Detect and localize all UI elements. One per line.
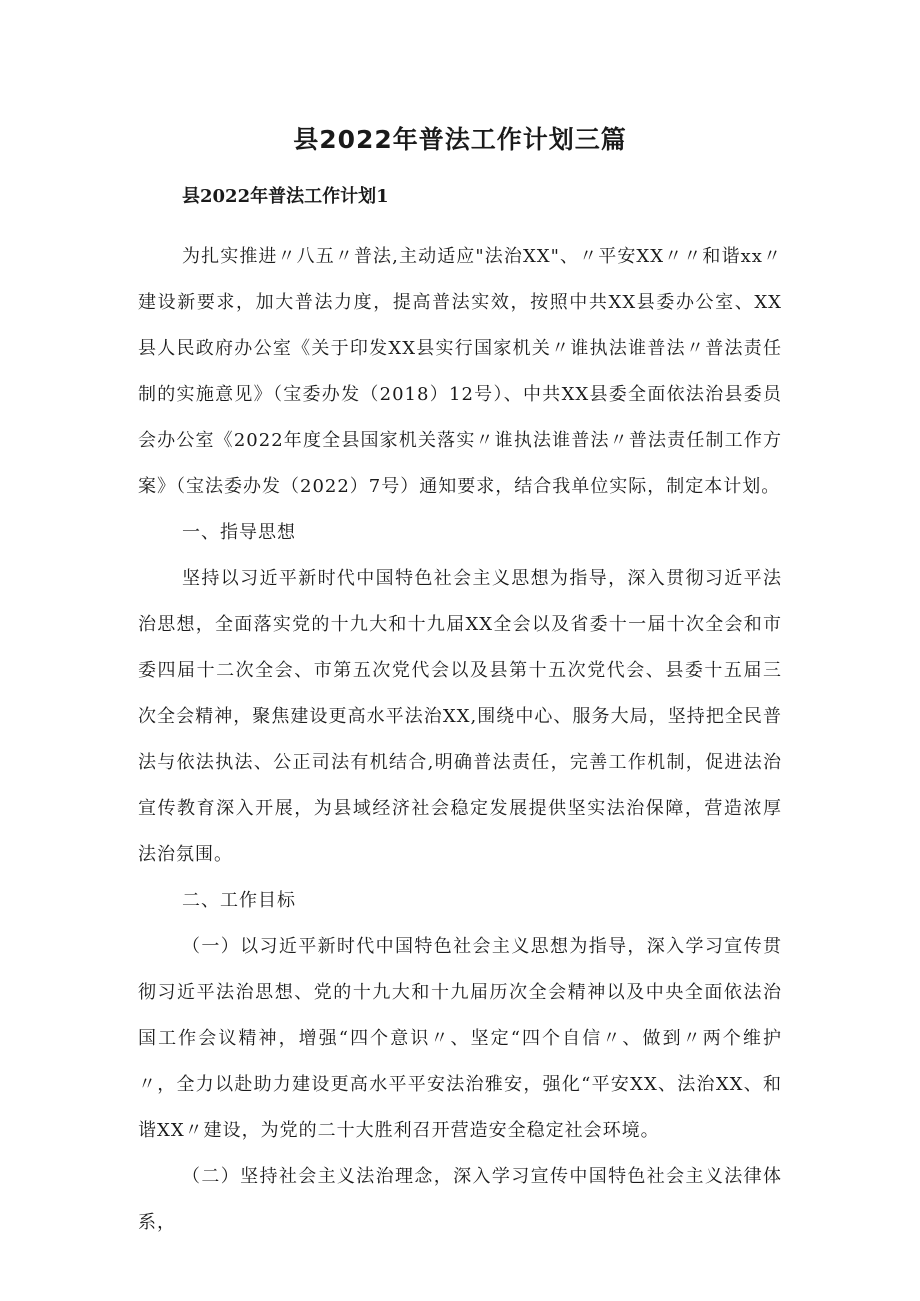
work-goal-paragraph-1: （一）以习近平新时代中国特色社会主义思想为指导，深入学习宣传贯彻习近平法治思想、党的十九大和十九届历次全会精神以及中央全面依法治国工作会议精神，增强“四个意识〃、坚定“四个自信〃、做到〃两个维护〃，全力以赴助力建设更高水平平安法治雅安，强化“平安XX、法治XX、和谐XX〃建设，为党的二十大胜利召开营造安全稳定社会环境。 (138, 936, 782, 1141)
document-subtitle: 县2022年普法工作计划1 (182, 186, 389, 207)
intro-paragraph: 为扎实推进〃八五〃普法,主动适应"法治XX"、〃平安XX〃〃和谐xx〃建设新要求，加大普法力度，提高普法实效，按照中共XX县委办公室、XX县人民政府办公室《关于印发XX县实行国家机关〃谁执法谁普法〃普法责任制的实施意见》（宝委办发（2018）12号）、中共XX县委全面依法治县委员会办公室《2022年度全县国家机关落实〃谁执法谁普法〃普法责任制工作方案》（宝法委办发（2022）7号）通知要求，结合我单位实际，制定本计划。 (138, 246, 782, 497)
document-title: 县2022年普法工作计划三篇 (293, 125, 627, 154)
section-heading-guiding-ideology: 一、指导思想 (182, 522, 296, 543)
work-goal-paragraph-2: （二）坚持社会主义法治理念，深入学习宣传中国特色社会主义法律体系， (138, 1166, 782, 1233)
guiding-ideology-paragraph: 坚持以习近平新时代中国特色社会主义思想为指导，深入贯彻习近平法治思想，全面落实党的十九大和十九届XX全会以及省委十一届十次全会和市委四届十二次全会、市第五次党代会以及县第十五次党代会、县委十五届三次全会精神，聚焦建设更高水平法治XX,围绕中心、服务大局，坚持把全民普法与依法执法、公正司法有机结合,明确普法责任，完善工作机制，促进法治宣传教育深入开展，为县域经济社会稳定发展提供坚实法治保障，营造浓厚法治氛围。 (138, 568, 782, 865)
section-heading-work-goals: 二、工作目标 (182, 890, 296, 911)
